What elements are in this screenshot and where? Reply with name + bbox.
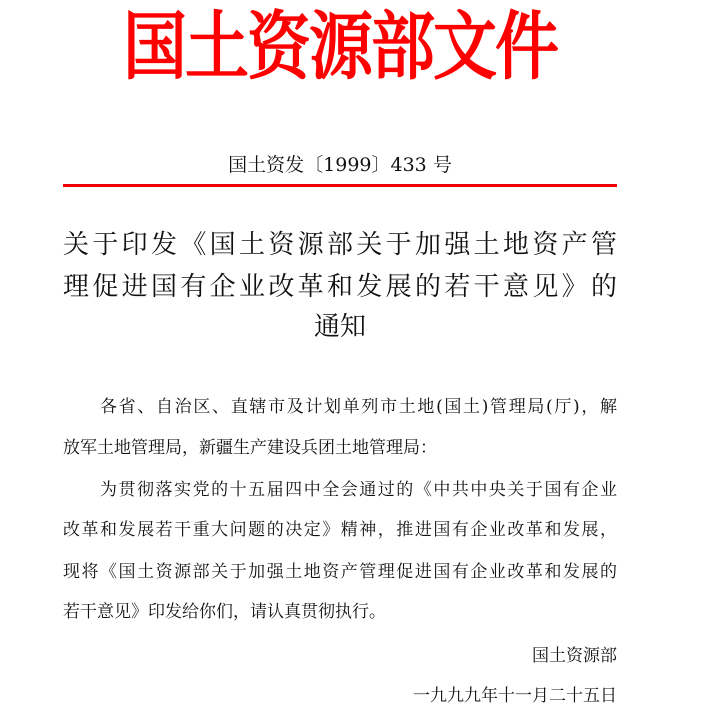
body-line: 为贯彻落实党的十五届四中全会通过的《中共中央关于国有企业 <box>100 480 617 500</box>
signature: 国土资源部 <box>532 646 617 666</box>
body-line: 改革和发展若干重大问题的决定》精神，推进国有企业改革和发展， <box>63 520 617 540</box>
body-line: 若干意见》印发给你们，请认真贯彻执行。 <box>63 602 386 622</box>
title-line: 理促进国有企业改革和发展的若干意见》的 <box>63 272 617 302</box>
red-divider <box>63 184 617 187</box>
title-line: 通知 <box>313 312 366 342</box>
date: 一九九九年十一月二十五日 <box>413 686 617 706</box>
title-line: 关于印发《国土资源部关于加强土地资产管 <box>63 230 617 260</box>
body-line: 现将《国土资源部关于加强土地资产管理促进国有企业改革和发展的 <box>63 562 617 582</box>
body-line: 各省、自治区、直辖市及计划单列市土地(国土)管理局(厅)，解 <box>100 397 617 417</box>
document-header: 国土资源部文件 <box>123 4 557 91</box>
document-number: 国土资发〔1999〕433 号 <box>228 154 452 176</box>
body-line: 放军土地管理局，新疆生产建设兵团土地管理局： <box>63 438 437 458</box>
